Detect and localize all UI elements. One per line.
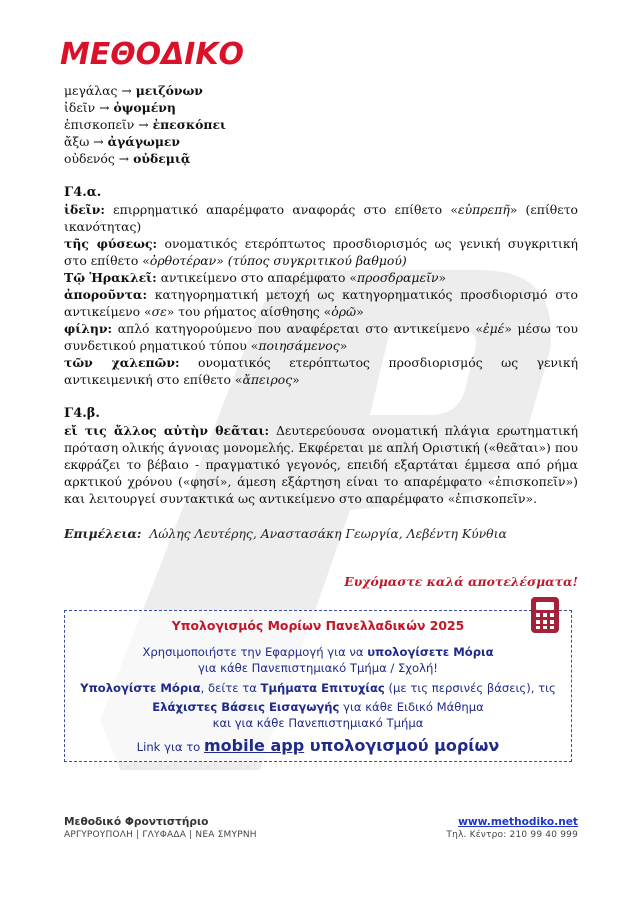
brand-logo xyxy=(58,36,248,70)
promo-line: για κάθε Πανεπιστημιακό Τμήμα / Σχολή! xyxy=(198,661,438,675)
section-heading-g4a: Γ4.α. xyxy=(64,185,102,200)
footer-locations: ΑΡΓΥΡΟΥΠΟΛΗ | ΓΛΥΦΑΔΑ | ΝΕΑ ΣΜΥΡΝΗ xyxy=(64,830,257,840)
footer-right xyxy=(446,816,578,840)
promo-title: Υπολογισμός Μορίων Πανελλαδικών 2025 xyxy=(171,618,465,633)
section-heading-g4b: Γ4.β. xyxy=(64,406,100,421)
word-pair: οὐδενός → οὐδεμιᾷ xyxy=(64,151,191,166)
editors-line xyxy=(64,526,507,541)
promo-line: Ελάχιστες Βάσεις Εισαγωγής για κάθε Ειδικό Μάθημα xyxy=(152,700,484,714)
editors-names: Λώλης Λευτέρης, Αναστασάκη Γεωργία, Λεβέντη Κύνθια xyxy=(149,526,507,541)
footer-name: Μεθοδικό Φροντιστήριο xyxy=(64,816,209,828)
word-pair: μεγάλας → μειζόνων xyxy=(64,83,203,98)
logo-text: ΜΕΘΟΔΙΚΟ xyxy=(60,37,244,70)
section-g4a-body xyxy=(64,201,578,388)
footer-phone: Τηλ. Κέντρο: 210 99 40 999 xyxy=(446,830,578,840)
promo-line: Χρησιμοποιήστε την Εφαρμογή για να υπολογίσετε Μόρια xyxy=(142,645,494,659)
calculator-icon xyxy=(531,597,559,633)
word-pairs xyxy=(64,82,578,167)
main-content xyxy=(64,82,578,507)
footer-left xyxy=(64,816,257,840)
promo-link-line: Link για το mobile app υπολογισμού μορίων xyxy=(136,736,500,755)
section-g4b-body: εἴ τις ἄλλος αὐτὴν θεᾶται: Δευτερεύουσα ονοματική πλάγια ερωτηματική πρόταση ολικής άγνοιας μονομελής. Εκφέρεται με απλή Οριστική («θεᾶται») που εκφράζει το βέβαιο - πραγματικό γεγονός, επειδή εξαρτάται έμμεσα από ρήμα αρκτικού χρόνου («φησί», άμεση εξάρτηση είναι το απαρέμφατο «ἐπισκοπεῖν») και λειτουργεί συντακτικά ως αντικείμενο στο απαρέμφατο «ἐπισκοπεῖν». xyxy=(64,423,578,506)
promo-line: και για κάθε Πανεπιστημιακό Τμήμα xyxy=(212,716,424,730)
footer-url-link[interactable]: www.methodiko.net xyxy=(458,816,578,828)
word-pair: ἰδεῖν → ὀψομένη xyxy=(64,100,176,115)
analysis-item: ἰδεῖν: επιρρηματικό απαρέμφατο αναφοράς στο επίθετο «εὐπρεπῆ» (επίθετο ικανότητας) xyxy=(64,202,579,234)
analysis-item: τῆς φύσεως: ονοματικός ετερόπτωτος προσδιορισμός ως γενική συγκριτική στο επίθετο «ὀρθοτέραν» (τύπος συγκριτικού βαθμού) xyxy=(64,236,578,268)
analysis-item: Τῷ Ἡρακλεῖ: αντικείμενο στο απαρέμφατο «προσδραμεῖν» xyxy=(64,270,447,285)
mobile-app-link[interactable]: mobile app xyxy=(203,736,305,755)
editors-label: Επιμέλεια: xyxy=(64,526,142,541)
analysis-item: φίλην: απλό κατηγορούμενο που αναφέρεται στο αντικείμενο «ἐμέ» μέσω του συνδετικού ρηματικού τύπου «ποιησάμενος» xyxy=(64,321,579,353)
promo-box[interactable] xyxy=(64,610,572,762)
analysis-item: τῶν χαλεπῶν: ονοματικός ετερόπτωτος προσδιορισμός ως γενική αντικειμενική στο επίθετο «ἄπειρος» xyxy=(64,355,578,387)
promo-line: Υπολογίστε Μόρια, δείτε τα Τμήματα Επιτυχίας (με τις περσινές βάσεις), τις xyxy=(80,681,556,695)
word-pair: ἄξω → ἀγάγωμεν xyxy=(64,134,181,149)
word-pair: ἐπισκοπεῖν → ἐπεσκόπει xyxy=(64,117,226,132)
analysis-item: ἀποροῦντα: κατηγορηματική μετοχή ως κατηγορηματικός προσδιορισμό στο αντικείμενο «σε» του ρήματος αίσθησης «ὁρῶ» xyxy=(64,287,578,319)
wish-text: Ευχόμαστε καλά αποτελέσματα! xyxy=(344,574,578,589)
